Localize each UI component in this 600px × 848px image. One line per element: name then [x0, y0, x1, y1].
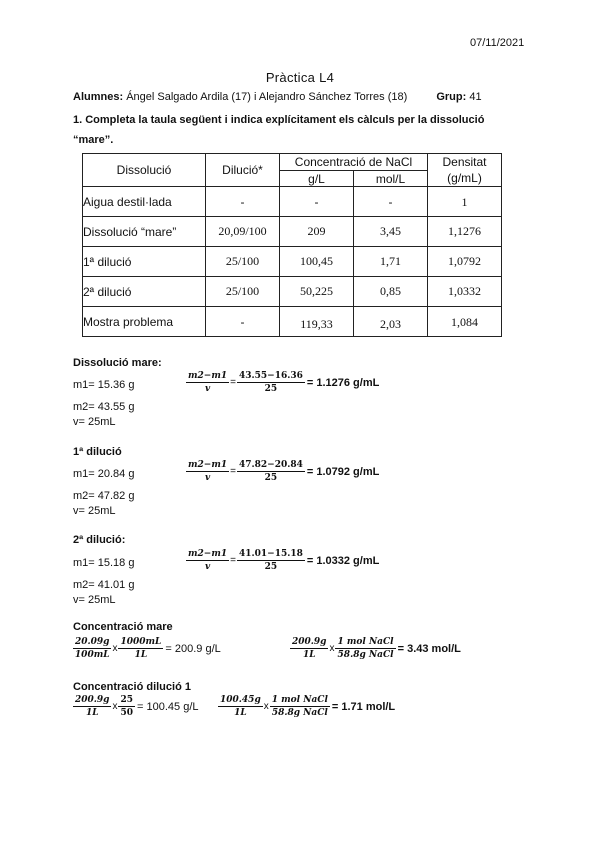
frac-num: 100.45g — [220, 695, 261, 705]
frac-den: v — [204, 384, 211, 394]
row-gl: 50,225 — [280, 277, 354, 307]
row-moll: 3,45 — [354, 217, 428, 247]
frac-num: m2−m1 — [188, 371, 228, 381]
conc-d1-mol-result: = 1.71 mol/L — [331, 700, 396, 713]
frac-den: 1L — [134, 650, 148, 660]
times-symbol: x — [329, 643, 335, 654]
table-row — [83, 217, 502, 247]
frac-num: 25 — [120, 695, 134, 705]
section-title-d1: 1ª dilució — [73, 446, 122, 458]
frac-den: 100mL — [74, 650, 110, 660]
conc-mare-mol-formula — [290, 637, 461, 660]
row-densitat: 1,0332 — [428, 277, 502, 307]
times-symbol: x — [263, 701, 269, 712]
section-title-conc-mare: Concentració mare — [73, 621, 173, 633]
d1-density-result: = 1.0792 g/mL — [306, 465, 380, 478]
d2-density-result: = 1.0332 g/mL — [306, 554, 380, 567]
row-gl: - — [280, 187, 354, 217]
row-densitat: 1,1276 — [428, 217, 502, 247]
frac-num: 43.55−16.36 — [238, 371, 303, 381]
row-densitat: 1,084 — [428, 307, 502, 337]
table-row — [83, 187, 502, 217]
row-gl: 100,45 — [280, 247, 354, 277]
frac-num: 200.9g — [75, 695, 110, 705]
header-densitat-unit: (g/mL) — [447, 171, 482, 185]
row-moll: 2,03 — [354, 307, 428, 337]
date: 07/11/2021 — [470, 37, 525, 49]
row-dilucio: 20,09/100 — [206, 217, 280, 247]
times-symbol: x — [112, 643, 118, 654]
frac-num: m2−m1 — [188, 549, 228, 559]
row-densitat: 1 — [428, 187, 502, 217]
row-dilucio: 25/100 — [206, 277, 280, 307]
table-row — [83, 307, 502, 337]
mare-m1: m1= 15.36 g — [73, 379, 135, 391]
frac-num: 200.9g — [292, 637, 327, 647]
section-title-conc-d1: Concentració dilució 1 — [73, 681, 191, 693]
section-title-mare: Dissolució mare: — [73, 357, 162, 369]
frac-den: 58.8g NaCl — [337, 650, 394, 660]
frac-num: 41.01−15.18 — [238, 549, 303, 559]
conc-mare-mol-result: = 3.43 mol/L — [397, 642, 461, 655]
conc-d1-mol-formula — [218, 695, 395, 718]
row-moll: 0,85 — [354, 277, 428, 307]
frac-num: 1 mol NaCl — [337, 637, 394, 647]
section-title-d2: 2ª dilució: — [73, 534, 126, 546]
row-moll: - — [354, 187, 428, 217]
d1-m1: m1= 20.84 g — [73, 468, 135, 480]
conc-mare-gl-formula — [73, 637, 221, 660]
frac-den: 58.8g NaCl — [271, 708, 328, 718]
results-table — [82, 153, 502, 337]
students-line — [73, 91, 482, 103]
d1-v: v= 25mL — [73, 505, 116, 517]
mare-v: v= 25mL — [73, 416, 116, 428]
page-title: Pràctica L4 — [265, 70, 335, 85]
header-concentracio: Concentració de NaCl — [280, 154, 428, 171]
conc-mare-gl-result: = 200.9 g/L — [165, 642, 221, 655]
frac-num: 1 mol NaCl — [271, 695, 328, 705]
frac-num: 20.09g — [75, 637, 110, 647]
d2-m2: m2= 41.01 g — [73, 579, 135, 591]
row-dilucio: - — [206, 307, 280, 337]
row-name: Mostra problema — [83, 307, 206, 337]
frac-den: 25 — [264, 562, 278, 572]
row-name: 1ª dilució — [83, 247, 206, 277]
header-dilucio: Dilució* — [206, 154, 280, 187]
d2-density-formula: $\frac{m2-m1}{v}$ = $\frac{41.01-15.18}{25}$ = 1.0332 g/mL — [188, 549, 380, 572]
row-name: Aigua destil·lada — [83, 187, 206, 217]
frac-den: 1L — [302, 650, 316, 660]
group-label: Grup: — [436, 91, 467, 103]
frac-num: m2−m1 — [188, 460, 228, 470]
header-gl: g/L — [280, 171, 354, 187]
times-symbol: x — [112, 701, 118, 712]
mare-density-formula: $\frac{m2-m1}{v}$ = $\frac{43.55-16.36}{25}$ = 1.1276 g/mL — [188, 371, 380, 394]
header-densitat-label: Densitat — [442, 155, 487, 169]
row-name: 2ª dilució — [83, 277, 206, 307]
header-dissolucio: Dissolució — [83, 154, 206, 187]
row-densitat: 1,0792 — [428, 247, 502, 277]
row-dilucio: 25/100 — [206, 247, 280, 277]
mare-density-result: = 1.1276 g/mL — [306, 376, 380, 389]
frac-den: v — [204, 562, 211, 572]
row-name: Dissolució “mare” — [83, 217, 206, 247]
students-label: Alumnes: — [73, 91, 124, 103]
d1-density-formula: $\frac{m2-m1}{v}$ = $\frac{47.82-20.84}{25}$ = 1.0792 g/mL — [188, 460, 380, 483]
d2-v: v= 25mL — [73, 594, 116, 606]
mare-m2: m2= 43.55 g — [73, 401, 135, 413]
conc-d1-gl-result: = 100.45 g/L — [137, 700, 199, 713]
group-value: 41 — [469, 91, 482, 103]
conc-d1-gl-formula — [73, 695, 199, 718]
row-moll: 1,71 — [354, 247, 428, 277]
frac-den: 25 — [264, 384, 278, 394]
header-densitat — [428, 154, 502, 187]
frac-den: 25 — [264, 473, 278, 483]
d2-m1: m1= 15.18 g — [73, 557, 135, 569]
table-row — [83, 247, 502, 277]
row-gl: 119,33 — [280, 307, 354, 337]
frac-den: v — [204, 473, 211, 483]
students-names: Ángel Salgado Ardila (17) i Alejandro Sánchez Torres (18) — [126, 91, 408, 103]
frac-den: 1L — [85, 708, 99, 718]
frac-num: 1000mL — [120, 637, 162, 647]
row-dilucio: - — [206, 187, 280, 217]
frac-num: 47.82−20.84 — [238, 460, 303, 470]
table-row — [83, 277, 502, 307]
d1-m2: m2= 47.82 g — [73, 490, 135, 502]
row-gl: 209 — [280, 217, 354, 247]
frac-den: 50 — [120, 708, 134, 718]
question-text: 1. Completa la taula següent i indica explícitament els càlculs per la dissolució “mare”. — [73, 114, 485, 146]
header-moll: mol/L — [354, 171, 428, 187]
frac-den: 1L — [234, 708, 247, 718]
